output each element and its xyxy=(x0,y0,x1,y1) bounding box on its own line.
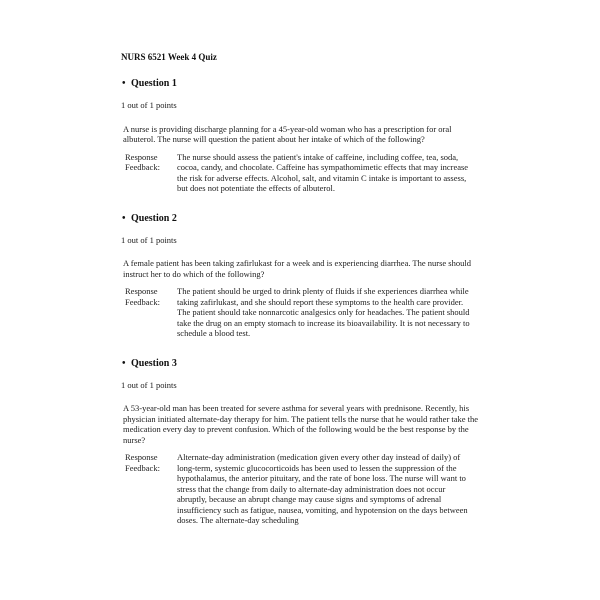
feedback-label: Response Feedback: xyxy=(125,452,160,473)
question-2-points: 1 out of 1 points xyxy=(121,234,177,245)
question-1-feedback-text: The nurse should assess the patient's intake of caffeine, including coffee, tea, soda, cocoa, candy, and chocolate. Caffeine has sympathomimetic effects that may increase the risk for adverse effects. Alcohol, salt, and vitamin C intake is important to assess, but does not potentiate the effects of albuterol. xyxy=(177,151,469,193)
feedback-label: Response Feedback: xyxy=(125,286,160,307)
document-page xyxy=(121,52,479,526)
question-section-2 xyxy=(121,213,479,339)
question-1-header xyxy=(121,78,479,90)
question-3-label: Question 3 xyxy=(131,357,177,369)
list-bullet-icon: • xyxy=(122,78,126,89)
page-title: NURS 6521 Week 4 Quiz xyxy=(121,52,217,62)
question-3-points: 1 out of 1 points xyxy=(121,379,177,390)
question-section-3 xyxy=(121,358,479,526)
question-2-feedback-text: The patient should be urged to drink plenty of fluids if she experiences diarrhea while taking zafirlukast, and she should report these symptoms to the health care provider. The patient should take nonnarcotic analgesics only for headaches. The patient should take the drug on an empty stomach to increase its bioavailability. It is not necessary to schedule a blood test. xyxy=(177,286,470,338)
feedback-label: Response Feedback: xyxy=(125,151,160,172)
question-1-text: A nurse is providing discharge planning for a 45-year-old woman who has a prescription for oral albuterol. The nurse will question the patient about her intake of which of the following? xyxy=(123,123,452,144)
list-bullet-icon: • xyxy=(122,212,126,224)
question-3-feedback-text: Alternate-day administration (medication given every other day instead of daily) of long-term, systemic glucocorticoids has been used to lessen the suppression of the hypothalamus, the anterior pituitary, and the rate of bone loss. The nurse will want to stress that the change from daily to alternate-day administration does not occur abruptly, because an abrupt change may cause signs and symptoms of adrenal insufficiency such as fatigue, nausea, vomiting, and hypotension on the days between doses. The alternate-day scheduling xyxy=(177,452,468,525)
question-1-points: 1 out of 1 points xyxy=(121,100,177,110)
question-3-header xyxy=(121,358,479,370)
question-1-feedback-block xyxy=(121,152,479,194)
list-bullet-icon: • xyxy=(122,357,126,369)
question-section-1 xyxy=(121,78,479,194)
question-3-text: A 53-year-old man has been treated for severe asthma for several years with prednisone. Recently, his physician initiated alternate-day therapy for him. The patient tells the nurse that he would rather take the medication every day to prevent confusion. Which of the following would be the best response by the nurse? xyxy=(123,403,479,445)
question-2-feedback-block xyxy=(121,286,479,339)
question-2-header xyxy=(121,213,479,225)
question-2-label: Question 2 xyxy=(131,212,177,224)
question-3-feedback-block xyxy=(121,452,479,526)
question-1-label: Question 1 xyxy=(131,78,177,89)
question-2-text: A female patient has been taking zafirlukast for a week and is experiencing diarrhea. The nurse should instruct her to do which of the following? xyxy=(123,258,471,279)
